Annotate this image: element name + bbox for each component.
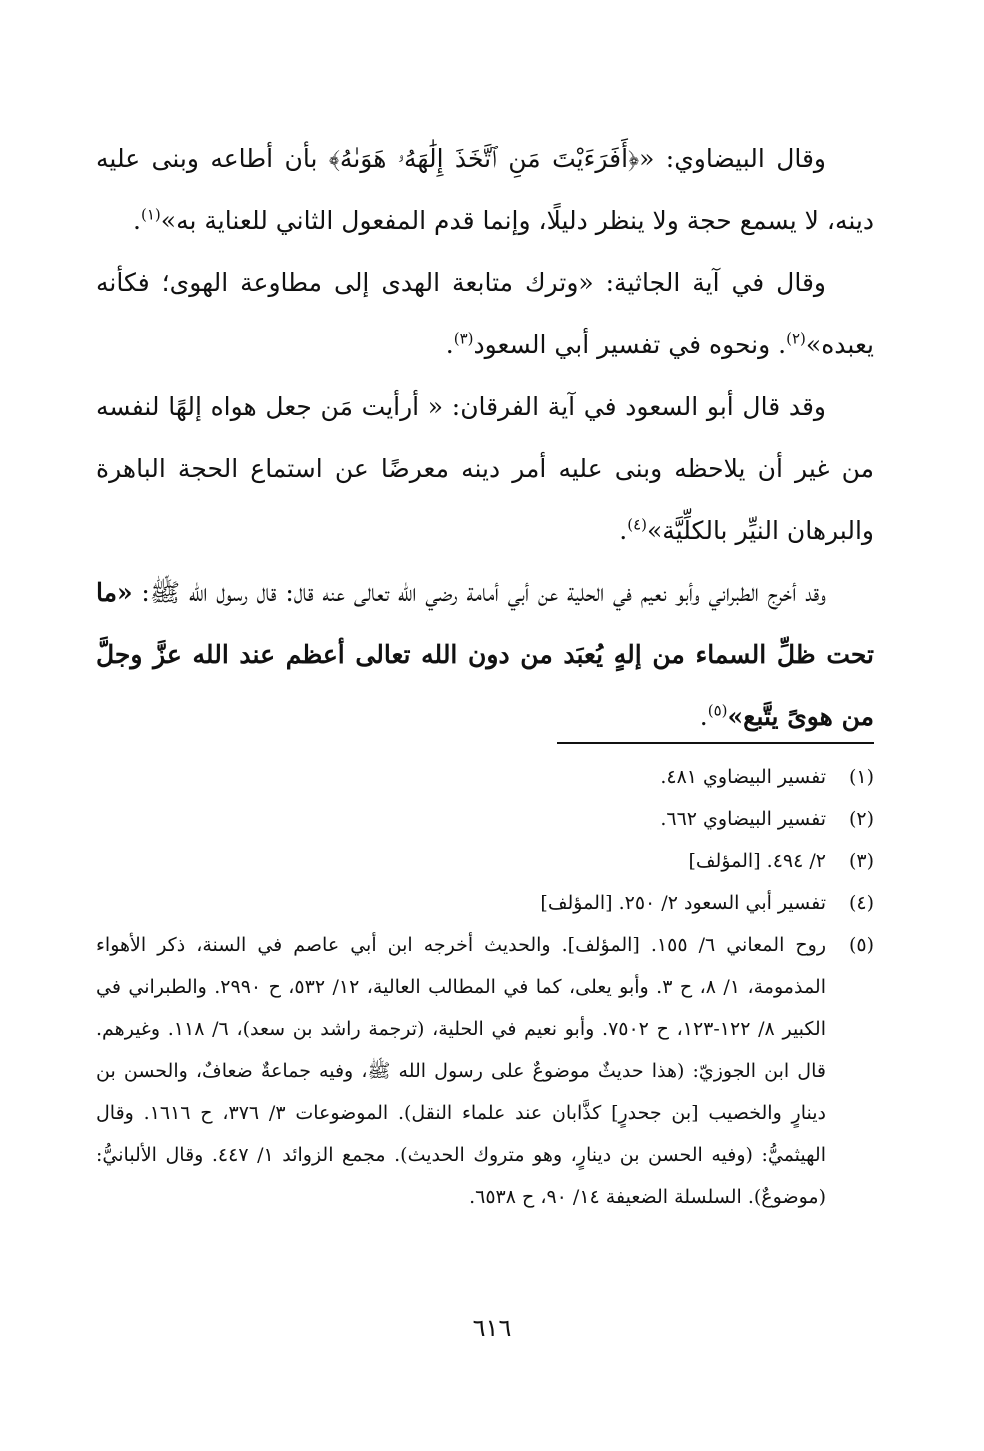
paragraph-3 — [96, 376, 874, 562]
paragraph-2-tail2: . — [445, 330, 454, 359]
footnote-ref-4[interactable]: (٤) — [627, 515, 647, 534]
paragraph-1-tail: . — [133, 206, 141, 235]
footnote-ref-5[interactable]: (٥) — [707, 701, 728, 720]
page-number: ٦١٦ — [472, 1314, 512, 1342]
footnote-number: (٣) — [848, 850, 874, 872]
footnote-5 — [96, 924, 874, 1218]
footnote-3 — [96, 840, 874, 882]
footnotes-list — [96, 756, 874, 1218]
paragraph-4 — [96, 562, 874, 748]
footnote-divider — [557, 742, 874, 744]
footnote-1 — [96, 756, 874, 798]
footnote-number: (٥) — [848, 934, 874, 956]
paragraph-2-tail: . ونحوه في تفسير أبي السعود — [473, 330, 787, 359]
paragraph-4-tail: . — [699, 702, 708, 731]
footnote-2 — [96, 798, 874, 840]
footnote-ref-3[interactable]: (٣) — [453, 329, 474, 348]
footnote-ref-2[interactable]: (٢) — [786, 329, 806, 348]
hadith-quote: «ما تحت ظلِّ السماء من إلهٍ يُعبَد من دون الله تعالى أعظم عند الله عزَّ وجلَّ من هوىً يتَّبع» — [96, 578, 874, 731]
paragraph-3-tail: . — [619, 516, 628, 545]
footnote-number: (٢) — [848, 808, 874, 830]
footnote-text: تفسير البيضاوي ٦٦٢. — [660, 808, 826, 830]
footnote-text: تفسير البيضاوي ٤٨١. — [660, 766, 826, 788]
main-text — [96, 128, 874, 748]
paragraph-2 — [96, 252, 874, 376]
paragraph-3-text: وقد قال أبو السعود في آية الفرقان: « أرأيت مَن جعل هواه إلهًا لنفسه من غير أن يلاحظه وبنى عليه أمر دينه معرضًا عن استماع الحجة الباهرة والبرهان النيِّر بالكلِّيَّة» — [96, 392, 874, 545]
paragraph-2-text: وقال في آية الجاثية: «وترك متابعة الهدى إلى مطاوعة الهوى؛ فكأنه يعبده» — [96, 268, 874, 359]
footnote-text: تفسير أبي السعود ٢/ ٢٥٠. [المؤلف] — [540, 892, 826, 914]
footnote-4 — [96, 882, 874, 924]
footnote-ref-1[interactable]: (١) — [141, 205, 161, 224]
footnote-text: ٢/ ٤٩٤. [المؤلف] — [688, 850, 826, 872]
footnote-text: روح المعاني ٦/ ١٥٥. [المؤلف]. والحديث أخرجه ابن أبي عاصم في السنة، ذكر الأهواء المذمومة، ١/ ٨، ح ٣. وأبو يعلى، كما في المطالب العالية، ١٢/ ٥٣٢، ح ٢٩٩٠. والطبراني في الكبير ٨/ ١٢٢-١٢٣، ح ٧٥٠٢. وأبو نعيم في الحلية، (ترجمة راشد بن سعد)، ٦/ ١١٨. وغيرهم. قال ابن الجوزيّ: (هذا حديثٌ موضوعٌ على رسول الله ﷺ، وفيه جماعةٌ ضعافٌ، والحسن بن دينارٍ والخصيب [بن جحدرٍ] كذَّابان عند علماء النقل). الموضوعات ٣/ ٣٧٦، ح ١٦١٦. وقال الهيثميُّ: (وفيه الحسن بن دينارٍ، وهو متروك الحديث). مجمع الزوائد ١/ ٤٤٧. وقال الألبانيُّ: (موضوعٌ). السلسلة الضعيفة ١٤/ ٩٠، ح ٦٥٣٨. — [96, 934, 827, 1208]
footnote-number: (١) — [848, 766, 874, 788]
paragraph-1 — [96, 128, 874, 252]
paragraph-1-text: وقال البيضاوي: «﴿أَفَرَءَيْتَ مَنِ ٱتَّخَذَ إِلَٰهَهُۥ هَوَىٰهُ﴾ بأن أطاعه وبنى عليه دينه، لا يسمع حجة ولا ينظر دليلًا، وإنما قدم المفعول الثاني للعناية به» — [96, 144, 874, 235]
footnote-number: (٤) — [848, 892, 874, 914]
paragraph-4-text: وقد أخرج الطبراني وأبو نعيم في الحلية عن أبي أمامة رضي الله تعالى عنه قال: قال رسول الله ﷺ: — [132, 578, 827, 607]
